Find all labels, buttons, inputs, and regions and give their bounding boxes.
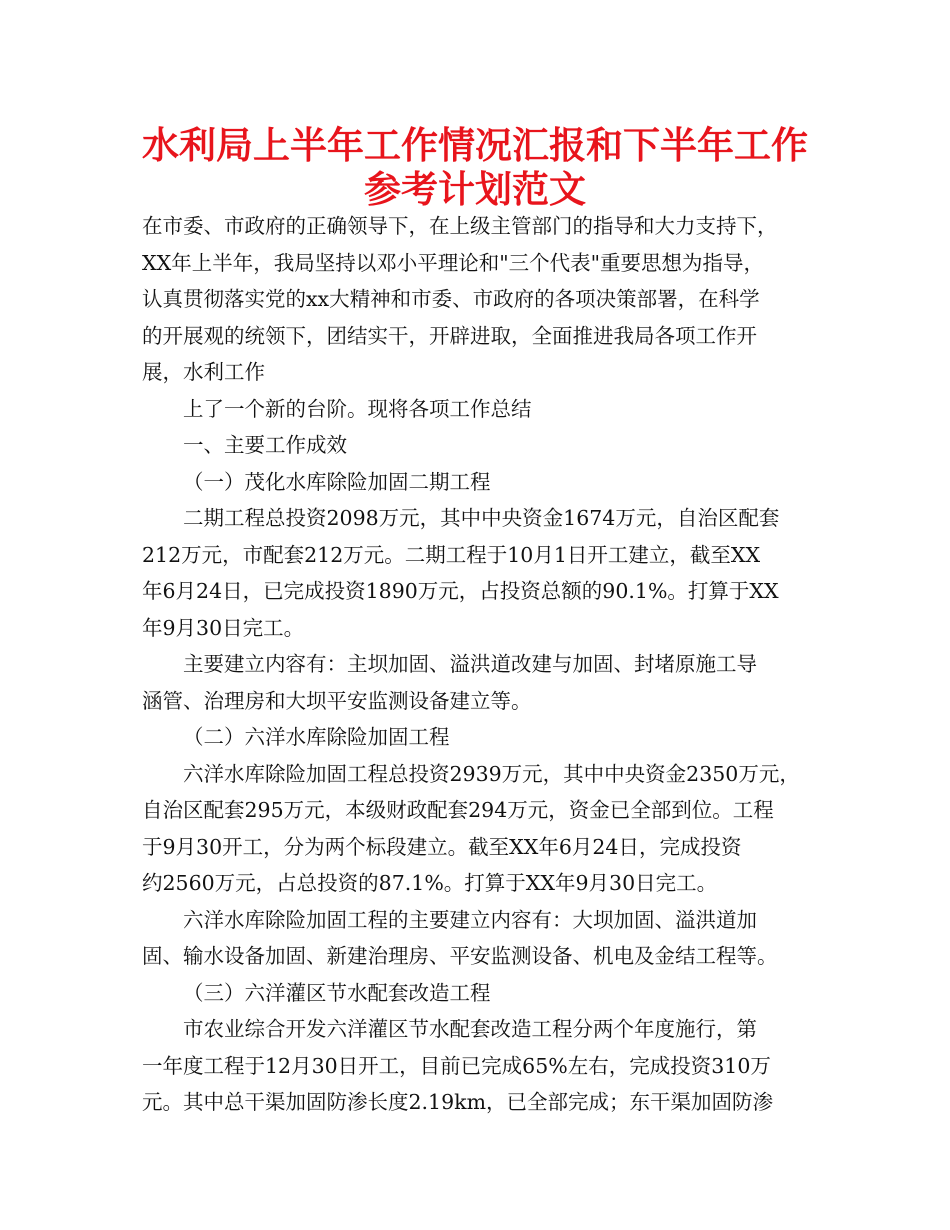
- body-text-line: 于9月30开工，分为两个标段建立。截至XX年6月24日，完成投资: [142, 834, 742, 859]
- body-text-line: 六洋水库除险加固工程总投资2939万元，其中中央资金2350万元，: [183, 761, 800, 786]
- body-text-line: 元。其中总干渠加固防渗长度2.19km，已全部完成；东干渠加固防渗: [142, 1090, 774, 1114]
- document-title-line-1: 水利局上半年工作情况汇报和下半年工作: [142, 124, 808, 167]
- body-text-line: （二）六洋水库除险加固工程: [183, 725, 450, 749]
- body-text-line: 固、输水设备加固、新建治理房、平安监测设备、机电及金结工程等。: [142, 944, 778, 968]
- body-text-line: 六洋水库除险加固工程的主要建立内容有：大坝加固、溢洪道加: [183, 907, 757, 932]
- body-text-line: 二期工程总投资2098万元，其中中央资金1674万元，自治区配套: [183, 506, 780, 530]
- body-text-line: 市农业综合开发六洋灌区节水配套改造工程分两个年度施行，第: [183, 1017, 757, 1041]
- body-text-line: 的开展观的统领下，团结实干，开辟进取，全面推进我局各项工作开: [142, 323, 757, 348]
- body-text-line: 年6月24日，已完成投资1890万元，占投资总额的90.1%。打算于XX: [142, 579, 779, 603]
- body-text-line: 自治区配套295万元，本级财政配套294万元，资金已全部到位。工程: [142, 798, 774, 822]
- body-text-line: （三）六洋灌区节水配套改造工程: [183, 980, 491, 1005]
- body-text-line: 在市委、市政府的正确领导下，在上级主管部门的指导和大力支持下，: [142, 214, 778, 238]
- body-text-line: 认真贯彻落实党的xx大精神和市委、市政府的各项决策部署，在科学: [142, 287, 760, 311]
- body-text-line: XX年上半年，我局坚持以邓小平理论和"三个代表"重要思想为指导，: [142, 250, 765, 275]
- body-text-line: 约2560万元，占总投资的87.1%。打算于XX年9月30日完工。: [142, 871, 718, 895]
- document-body: [142, 208, 822, 1121]
- body-text-line: 一年度工程于12月30日开工，目前已完成65%左右，完成投资310万: [142, 1053, 771, 1078]
- body-text-line: 展，水利工作: [142, 360, 265, 384]
- body-text-line: 上了一个新的台阶。现将各项工作总结: [183, 396, 532, 421]
- body-text-line: 涵管、治理房和大坝平安监测设备建立等。: [142, 688, 532, 713]
- body-text-line: 一、主要工作成效: [183, 433, 347, 457]
- body-text-line: 主要建立内容有：主坝加固、溢洪道改建与加固、封堵原施工导: [183, 652, 757, 676]
- document-title-line-2: 参考计划范文: [364, 168, 586, 211]
- body-text-line: （一）茂化水库除险加固二期工程: [183, 469, 491, 494]
- body-text-line: 212万元，市配套212万元。二期工程于10月1日开工建立，截至XX: [142, 542, 761, 567]
- body-text-line: 年9月30日完工。: [142, 615, 305, 640]
